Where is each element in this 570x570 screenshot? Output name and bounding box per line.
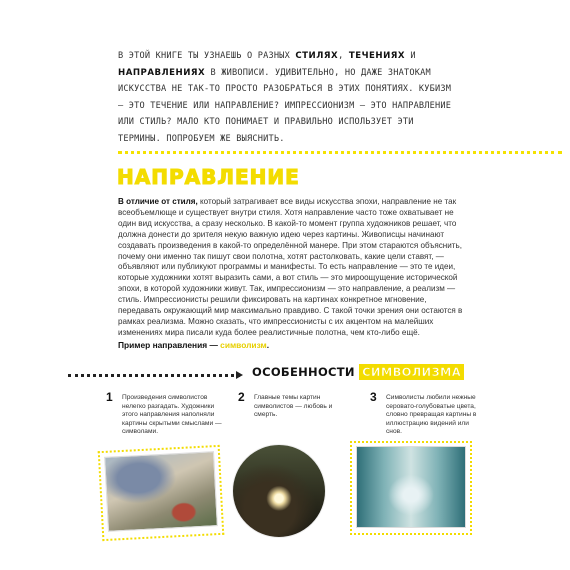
feature-text: Произведения символистов нелегко разгадать. Художники этого направления наполняли картины скрытыми смыслами — символами. bbox=[122, 394, 222, 436]
intro-text-4: В ЖИВОПИСИ. УДИВИТЕЛЬНО, НО ДАЖЕ ЗНАТОКАМ ИСКУССТВА НЕ ТАК-ТО ПРОСТО РАЗОБРАТЬСЯ В ЭТИХ ПОНЯТИЯХ. КУБИЗМ — ЭТО ТЕЧЕНИЕ ИЛИ НАПРАВЛЕНИЕ? ИМПРЕССИОНИЗМ — ЭТО НАПРАВЛЕНИЕ ИЛИ СТИЛЬ? МАЛО КТО ПОНИМАЕТ И ПРАВИЛЬНО ИСПОЛЬЗУЕТ ЭТИ ТЕРМИНЫ. ПОПРОБУЕМ ЖЕ ВЫЯСНИТЬ. bbox=[118, 67, 452, 144]
section-lead: В отличие от стиля, bbox=[118, 197, 198, 206]
feature-number: 3 bbox=[370, 390, 377, 404]
features-title-main: ОСОБЕННОСТИ bbox=[252, 365, 360, 379]
painting-image-1 bbox=[104, 451, 218, 532]
example-end: . bbox=[266, 340, 270, 350]
section-body bbox=[118, 197, 463, 339]
intro-term-styles: СТИЛЯХ bbox=[295, 51, 339, 61]
dotted-arrow bbox=[68, 374, 240, 377]
intro-text-1: В ЭТОЙ КНИГЕ ТЫ УЗНАЕШЬ О РАЗНЫХ bbox=[118, 51, 296, 61]
intro-paragraph bbox=[118, 48, 453, 148]
intro-text-3: И bbox=[405, 51, 416, 61]
feature-text: Главные темы картин символистов — любовь и смерть. bbox=[254, 394, 333, 419]
section-title bbox=[117, 165, 317, 193]
example-line bbox=[118, 340, 418, 350]
feature-text: Символисты любили нежные серовато-голубоватые цвета, словно превращая картины в иллюстрацию видений или снов. bbox=[386, 394, 477, 436]
section-title-text: НАПРАВЛЕНИЕ bbox=[117, 165, 300, 189]
feature-number: 2 bbox=[238, 390, 245, 404]
intro-text-2: , bbox=[338, 51, 349, 61]
section-body-text: который затрагивает все виды искусства эпохи, направление не так всеобъемлюще и существует внутри стиля. Хотя направление часто тоже охватывает не один вид искусства, а сразу несколько. В какой-то момент группа художников решает, что должна донести до зрителя некую важную идею через картины. Живописцы начинают создавать произведения в какой-то определённой манере. При этом стараются объяснить, почему они именно так пишут свои полотна, хотят растолковать, какие цели ставят, — объявляют или публикуют программы и манифесты. То есть направление — это те идеи, которые художники хотят выразить сами, а вот стиль — это мироощущение исторической эпохи, в которой художники живут. Так, импрессионизм — это направление, а реализм — стиль. Импрессионисты решили фиксировать на картинах конкретное мгновение, передавать окружающий мир максимально правдиво. С такой точки зрения они остаются в рамках реализма. Можно сказать, что импрессионисты с их акцентом на малейших изменениях мира писали куда более реалистичные полотна, чем кто-либо ещё. bbox=[118, 197, 463, 337]
painting-image-2 bbox=[232, 444, 326, 538]
painting-image-3 bbox=[356, 446, 466, 528]
features-title bbox=[252, 365, 482, 379]
example-label: Пример направления — bbox=[118, 340, 221, 350]
intro-term-movements: ТЕЧЕНИЯХ bbox=[348, 51, 406, 61]
section-divider bbox=[118, 151, 562, 154]
features-title-accent: СИМВОЛИЗМА bbox=[359, 364, 464, 380]
example-value: символизм bbox=[220, 340, 267, 350]
feature-number: 1 bbox=[106, 390, 113, 404]
intro-term-directions: НАПРАВЛЕНИЯХ bbox=[118, 67, 206, 78]
